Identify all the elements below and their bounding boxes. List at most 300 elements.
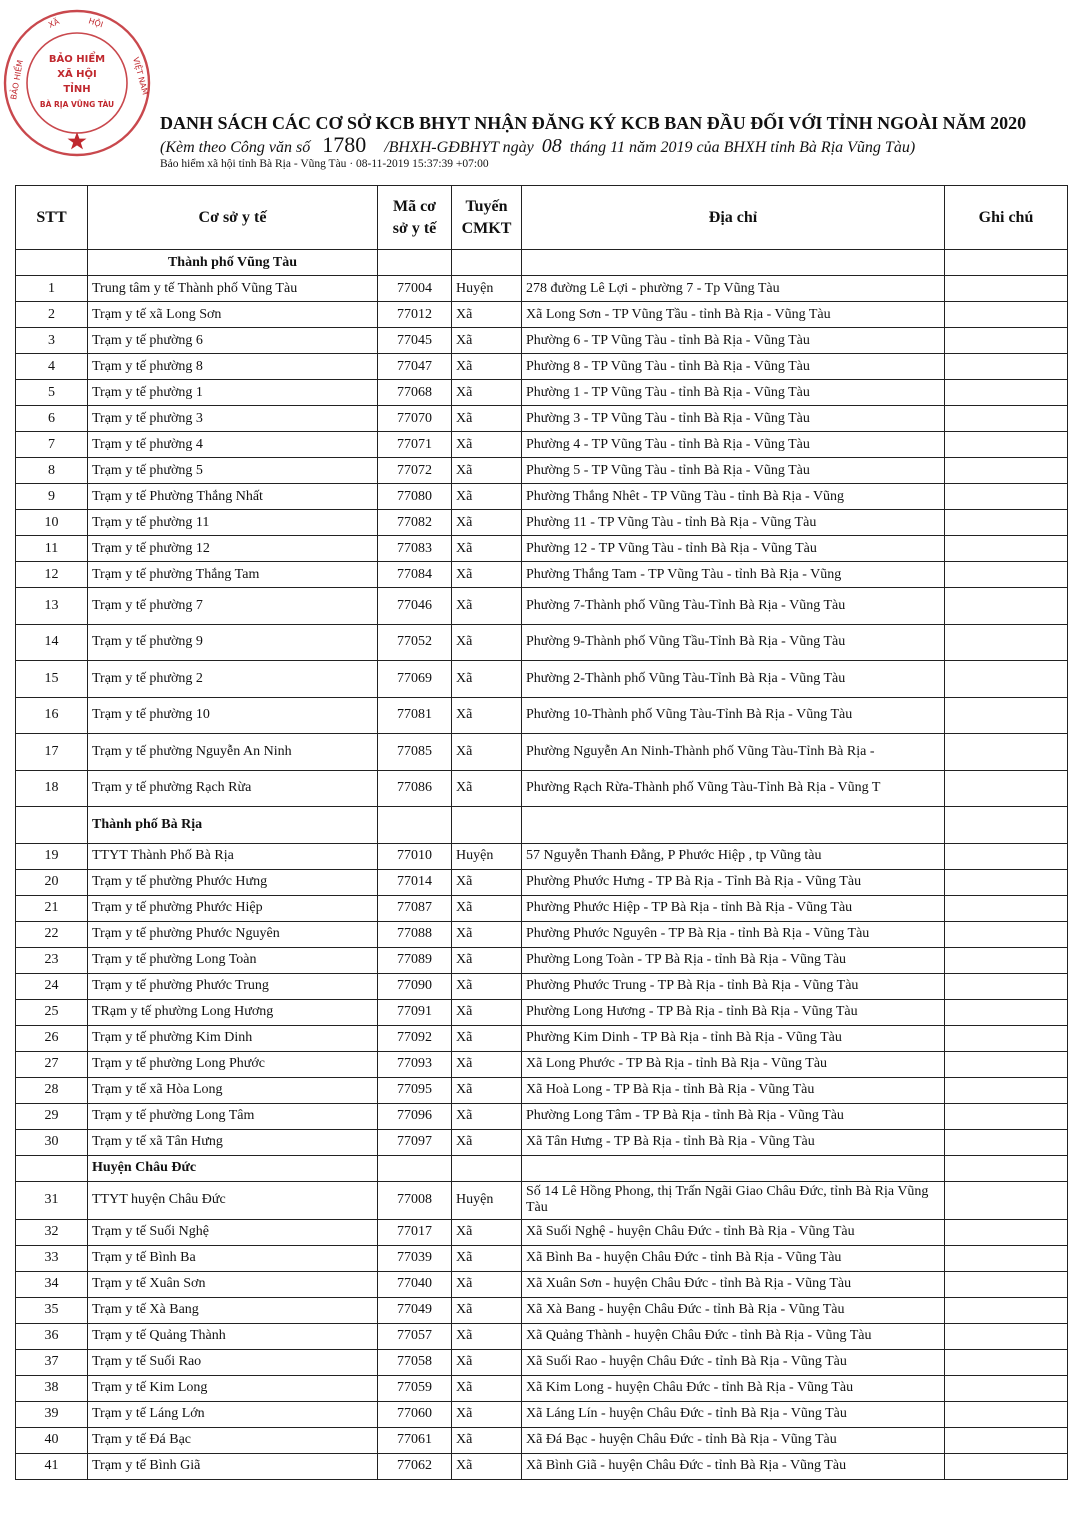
row-facility-name: Trạm y tế Phường Thắng Nhất [88,484,378,510]
row-address: Xã Tân Hưng - TP Bà Rịa - tỉnh Bà Rịa - Vũng Tàu [522,1129,945,1155]
row-facility-name: Trạm y tế phường Rạch Rừa [88,770,378,807]
row-address: Phường Long Tâm - TP Bà Rịa - tỉnh Bà Rịa - Vũng Tàu [522,1103,945,1129]
section-empty-cell [945,807,1068,844]
header-facility: Cơ sở y tế [88,186,378,250]
row-stt: 41 [16,1453,88,1479]
row-facility-code: 77012 [378,302,452,328]
row-level: Xã [452,1323,522,1349]
row-level: Xã [452,1349,522,1375]
row-level: Xã [452,484,522,510]
row-level: Xã [452,624,522,661]
section-header-row [16,807,1068,844]
table-row [16,1129,1068,1155]
section-header-row [16,250,1068,276]
row-facility-code: 77010 [378,843,452,869]
row-facility-code: 77058 [378,1349,452,1375]
row-address: Phường 4 - TP Vũng Tàu - tỉnh Bà Rịa - Vũng Tàu [522,432,945,458]
signed-at: 08-11-2019 15:37:39 +07:00 [356,158,489,170]
row-stt: 22 [16,921,88,947]
row-level: Xã [452,302,522,328]
row-note [945,1323,1068,1349]
row-facility-name: Trạm y tế Láng Lớn [88,1401,378,1427]
row-facility-code: 77069 [378,661,452,698]
section-empty-cell [522,250,945,276]
table-row [16,406,1068,432]
row-facility-code: 77049 [378,1297,452,1323]
row-address: Phường Thắng Nhêt - TP Vũng Tàu - tỉnh Bà Rịa - Vũng [522,484,945,510]
table-row [16,1401,1068,1427]
table-header-row [16,186,1068,250]
row-facility-name: Trạm y tế Xuân Sơn [88,1271,378,1297]
row-stt: 7 [16,432,88,458]
row-stt: 27 [16,1051,88,1077]
row-note [945,973,1068,999]
seal-ring-top-1: XÃ [47,17,61,30]
row-note [945,302,1068,328]
row-address: Phường 11 - TP Vũng Tàu - tỉnh Bà Rịa - Vũng Tàu [522,510,945,536]
row-note [945,562,1068,588]
table-row [16,921,1068,947]
row-note [945,354,1068,380]
row-stt: 32 [16,1219,88,1245]
row-address: Xã Láng Lín - huyện Châu Đức - tỉnh Bà Rịa - Vũng Tàu [522,1401,945,1427]
table-row [16,328,1068,354]
row-note [945,1349,1068,1375]
row-address: Xã Quảng Thành - huyện Châu Đức - tỉnh Bà Rịa - Vũng Tàu [522,1323,945,1349]
table-row [16,1051,1068,1077]
subtitle-mid: /BHXH-GĐBHYT ngày [384,139,534,156]
row-stt: 4 [16,354,88,380]
table-row [16,624,1068,661]
row-address: Phường Phước Nguyên - TP Bà Rịa - tỉnh Bà Rịa - Vũng Tàu [522,921,945,947]
row-note [945,869,1068,895]
table-row [16,510,1068,536]
seal-ring-left: BẢO HIỂM [9,59,25,101]
row-facility-code: 77004 [378,276,452,302]
row-facility-name: Trạm y tế phường Phước Trung [88,973,378,999]
row-facility-name: TRạm y tế phường Long Hương [88,999,378,1025]
row-note [945,1401,1068,1427]
row-facility-name: Trạm y tế phường Kim Dinh [88,1025,378,1051]
row-facility-name: Trạm y tế phường 2 [88,661,378,698]
row-stt: 3 [16,328,88,354]
row-level: Xã [452,1025,522,1051]
row-address: Phường 1 - TP Vũng Tàu - tỉnh Bà Rịa - Vũng Tàu [522,380,945,406]
row-facility-name: TTYT Thành Phố Bà Rịa [88,843,378,869]
row-address: Phường Phước Trung - TP Bà Rịa - tỉnh Bà Rịa - Vũng Tàu [522,973,945,999]
row-note [945,1181,1068,1219]
row-level: Huyện [452,843,522,869]
row-stt: 6 [16,406,88,432]
row-level: Xã [452,999,522,1025]
row-note [945,624,1068,661]
row-facility-code: 77095 [378,1077,452,1103]
row-facility-name: Trạm y tế phường 5 [88,458,378,484]
row-facility-name: Trạm y tế phường 8 [88,354,378,380]
row-stt: 28 [16,1077,88,1103]
row-facility-code: 77087 [378,895,452,921]
row-stt: 9 [16,484,88,510]
row-stt: 24 [16,973,88,999]
official-seal-icon [2,8,152,158]
row-note [945,734,1068,771]
row-level: Xã [452,770,522,807]
row-address: 278 đường Lê Lợi - phường 7 - Tp Vũng Tàu [522,276,945,302]
row-facility-code: 77057 [378,1323,452,1349]
header-code-line1: Mã cơ [392,197,437,215]
table-row [16,380,1068,406]
row-facility-code: 77060 [378,1401,452,1427]
table-row [16,458,1068,484]
table-row [16,895,1068,921]
row-address: Phường 9-Thành phố Vũng Tầu-Tỉnh Bà Rịa - Vũng Tàu [522,624,945,661]
row-facility-code: 77068 [378,380,452,406]
row-facility-code: 77083 [378,536,452,562]
table-row [16,1375,1068,1401]
row-level: Xã [452,458,522,484]
row-facility-name: Trạm y tế Bình Ba [88,1245,378,1271]
row-facility-name: TTYT huyện Châu Đức [88,1181,378,1219]
row-facility-code: 77092 [378,1025,452,1051]
table-row [16,588,1068,625]
row-stt: 30 [16,1129,88,1155]
row-note [945,406,1068,432]
row-address: Xã Bình Ba - huyện Châu Đức - tỉnh Bà Rịa - Vũng Tàu [522,1245,945,1271]
section-empty-cell [945,1155,1068,1181]
row-address: Phường Long Toàn - TP Bà Rịa - tỉnh Bà Rịa - Vũng Tàu [522,947,945,973]
table-row [16,1077,1068,1103]
row-stt: 21 [16,895,88,921]
row-facility-name: Trạm y tế Xà Bang [88,1297,378,1323]
header-code-line2: sở y tế [392,219,437,237]
row-facility-code: 77014 [378,869,452,895]
row-note [945,510,1068,536]
row-facility-name: Trạm y tế phường 7 [88,588,378,625]
header-level [452,186,522,250]
row-address: Phường 7-Thành phố Vũng Tàu-Tỉnh Bà Rịa - Vũng Tàu [522,588,945,625]
row-facility-name: Trạm y tế phường 6 [88,328,378,354]
row-address: Phường 5 - TP Vũng Tàu - tỉnh Bà Rịa - Vũng Tàu [522,458,945,484]
table-row [16,1453,1068,1479]
row-facility-name: Trung tâm y tế Thành phố Vũng Tàu [88,276,378,302]
row-address: Phường 6 - TP Vũng Tàu - tỉnh Bà Rịa - Vũng Tàu [522,328,945,354]
section-stt-cell [16,1155,88,1181]
table-row [16,1245,1068,1271]
row-facility-name: Trạm y tế xã Hòa Long [88,1077,378,1103]
table-row [16,562,1068,588]
row-stt: 40 [16,1427,88,1453]
row-address: Xã Suối Rao - huyện Châu Đức - tỉnh Bà Rịa - Vũng Tàu [522,1349,945,1375]
row-level: Xã [452,1453,522,1479]
row-address: Phường Long Hương - TP Bà Rịa - tỉnh Bà Rịa - Vũng Tàu [522,999,945,1025]
row-facility-code: 77061 [378,1427,452,1453]
row-facility-name: Trạm y tế phường Long Tâm [88,1103,378,1129]
row-note [945,432,1068,458]
row-stt: 25 [16,999,88,1025]
row-address: Phường Nguyễn An Ninh-Thành phố Vũng Tàu-Tỉnh Bà Rịa - [522,734,945,771]
row-stt: 14 [16,624,88,661]
row-facility-name: Trạm y tế xã Long Sơn [88,302,378,328]
row-level: Xã [452,661,522,698]
row-facility-code: 77081 [378,697,452,734]
row-note [945,1453,1068,1479]
row-level: Xã [452,406,522,432]
table-row [16,484,1068,510]
row-stt: 11 [16,536,88,562]
row-level: Xã [452,1103,522,1129]
seal-line-2: XÃ HỘI [57,69,97,80]
section-empty-cell [452,250,522,276]
row-facility-name: Trạm y tế phường 11 [88,510,378,536]
table-row [16,947,1068,973]
row-stt: 34 [16,1271,88,1297]
row-address: 57 Nguyễn Thanh Đằng, P Phước Hiệp , tp Vũng tàu [522,843,945,869]
row-facility-name: Trạm y tế phường Phước Nguyên [88,921,378,947]
section-stt-cell [16,807,88,844]
row-stt: 13 [16,588,88,625]
row-level: Xã [452,1051,522,1077]
row-level: Xã [452,921,522,947]
row-address: Phường Phước Hưng - TP Bà Rịa - Tỉnh Bà Rịa - Vũng Tàu [522,869,945,895]
row-stt: 5 [16,380,88,406]
document-title: DANH SÁCH CÁC CƠ SỞ KCB BHYT NHẬN ĐĂNG KÝ KCB BAN ĐẦU ĐỐI VỚI TỈNH NGOÀI NĂM 2020 [160,113,1027,133]
header-level-line1: Tuyến [465,197,508,215]
row-address: Xã Suối Nghệ - huyện Châu Đức - tỉnh Bà Rịa - Vũng Tàu [522,1219,945,1245]
row-facility-name: Trạm y tế Suối Rao [88,1349,378,1375]
row-facility-name: Trạm y tế phường Nguyễn An Ninh [88,734,378,771]
row-facility-code: 77090 [378,973,452,999]
row-facility-code: 77088 [378,921,452,947]
table-row [16,1025,1068,1051]
row-stt: 29 [16,1103,88,1129]
row-stt: 12 [16,562,88,588]
row-level: Xã [452,1427,522,1453]
row-facility-code: 77080 [378,484,452,510]
row-address: Số 14 Lê Hồng Phong, thị Trấn Ngãi Giao Châu Đức, tỉnh Bà Rịa Vũng Tàu [522,1181,945,1219]
row-facility-code: 77070 [378,406,452,432]
row-facility-code: 77008 [378,1181,452,1219]
section-empty-cell [522,807,945,844]
row-stt: 36 [16,1323,88,1349]
table-row [16,999,1068,1025]
row-facility-code: 77089 [378,947,452,973]
table-row [16,432,1068,458]
row-level: Xã [452,947,522,973]
document-day: 08 [541,135,562,157]
row-note [945,661,1068,698]
seal-ring-right: VIỆT NAM [131,56,150,96]
row-level: Xã [452,973,522,999]
row-level: Xã [452,895,522,921]
row-note [945,947,1068,973]
row-stt: 17 [16,734,88,771]
row-facility-name: Trạm y tế phường Phước Hưng [88,869,378,895]
section-empty-cell [452,1155,522,1181]
row-level: Xã [452,734,522,771]
section-header-row [16,1155,1068,1181]
header-stt: STT [16,186,88,250]
row-level: Xã [452,1401,522,1427]
seal-ring-top-2: HỘI [87,16,105,30]
row-note [945,1077,1068,1103]
table-row [16,1297,1068,1323]
row-stt: 35 [16,1297,88,1323]
table-row [16,1323,1068,1349]
row-note [945,458,1068,484]
row-note [945,1025,1068,1051]
row-note [945,1245,1068,1271]
row-stt: 19 [16,843,88,869]
subtitle-prefix: (Kèm theo Công văn số [160,139,311,156]
row-facility-code: 77086 [378,770,452,807]
row-level: Xã [452,1077,522,1103]
row-note [945,536,1068,562]
table-row [16,1103,1068,1129]
row-stt: 26 [16,1025,88,1051]
table-row [16,734,1068,771]
row-facility-code: 77093 [378,1051,452,1077]
row-facility-name: Trạm y tế phường 10 [88,697,378,734]
row-level: Xã [452,510,522,536]
row-facility-code: 77046 [378,588,452,625]
row-facility-code: 77082 [378,510,452,536]
row-stt: 18 [16,770,88,807]
row-facility-code: 77047 [378,354,452,380]
row-facility-name: Trạm y tế phường 4 [88,432,378,458]
facility-table [15,185,1068,1480]
row-address: Xã Bình Giã - huyện Châu Đức - tỉnh Bà Rịa - Vũng Tàu [522,1453,945,1479]
row-level: Xã [452,432,522,458]
row-note [945,588,1068,625]
row-note [945,1375,1068,1401]
row-facility-name: Trạm y tế phường 9 [88,624,378,661]
row-stt: 8 [16,458,88,484]
section-name: Huyện Châu Đức [88,1155,378,1181]
row-address: Phường 2-Thành phố Vũng Tàu-Tỉnh Bà Rịa - Vũng Tàu [522,661,945,698]
row-facility-code: 77071 [378,432,452,458]
table-row [16,697,1068,734]
subtitle-suffix: tháng 11 năm 2019 của BHXH tỉnh Bà Rịa Vũng Tàu) [569,139,916,156]
table-row [16,661,1068,698]
row-facility-name: Trạm y tế phường 12 [88,536,378,562]
row-level: Xã [452,562,522,588]
row-note [945,1271,1068,1297]
header-note: Ghi chú [945,186,1068,250]
row-facility-name: Trạm y tế phường 1 [88,380,378,406]
row-address: Xã Hoà Long - TP Bà Rịa - tỉnh Bà Rịa - Vũng Tàu [522,1077,945,1103]
row-address: Phường 12 - TP Vũng Tàu - tỉnh Bà Rịa - Vũng Tàu [522,536,945,562]
row-facility-name: Trạm y tế phường 3 [88,406,378,432]
row-facility-code: 77045 [378,328,452,354]
row-note [945,328,1068,354]
row-address: Xã Đá Bạc - huyện Châu Đức - tỉnh Bà Rịa - Vũng Tàu [522,1427,945,1453]
row-note [945,843,1068,869]
section-empty-cell [945,250,1068,276]
digital-signature: Bảo hiểm xã hội tỉnh Bà Rịa - Vũng Tàu · 08-11-2019 15:37:39 +07:00 [160,158,489,170]
row-stt: 38 [16,1375,88,1401]
row-facility-code: 77017 [378,1219,452,1245]
row-level: Xã [452,1219,522,1245]
row-facility-code: 77097 [378,1129,452,1155]
row-facility-name: Trạm y tế phường Phước Hiệp [88,895,378,921]
row-note [945,1051,1068,1077]
table-row [16,1427,1068,1453]
row-level: Xã [452,1129,522,1155]
row-facility-code: 77062 [378,1453,452,1479]
table-row [16,276,1068,302]
facility-table-body [16,250,1068,1480]
row-facility-code: 77040 [378,1271,452,1297]
row-note [945,697,1068,734]
signer-name: Bảo hiểm xã hội tỉnh Bà Rịa - Vũng Tàu [160,158,347,170]
seal-star-icon [68,132,87,149]
row-note [945,1219,1068,1245]
row-level: Xã [452,588,522,625]
row-facility-code: 77072 [378,458,452,484]
row-note [945,484,1068,510]
row-facility-name: Trạm y tế phường Thắng Tam [88,562,378,588]
row-address: Phường Thắng Tam - TP Vũng Tàu - tỉnh Bà Rịa - Vũng [522,562,945,588]
table-row [16,1219,1068,1245]
table-row [16,973,1068,999]
row-address: Phường Kim Dinh - TP Bà Rịa - tỉnh Bà Rịa - Vũng Tàu [522,1025,945,1051]
row-level: Xã [452,536,522,562]
row-note [945,1129,1068,1155]
row-facility-name: Trạm y tế Bình Giã [88,1453,378,1479]
row-address: Phường 8 - TP Vũng Tàu - tỉnh Bà Rịa - Vũng Tàu [522,354,945,380]
row-stt: 20 [16,869,88,895]
row-stt: 33 [16,1245,88,1271]
row-note [945,1103,1068,1129]
row-level: Xã [452,1375,522,1401]
row-facility-code: 77085 [378,734,452,771]
row-facility-name: Trạm y tế Đá Bạc [88,1427,378,1453]
header-level-line2: CMKT [461,219,512,237]
row-address: Xã Xà Bang - huyện Châu Đức - tỉnh Bà Rịa - Vũng Tàu [522,1297,945,1323]
section-name: Thành phố Vũng Tàu [88,250,378,276]
row-facility-name: Trạm y tế Quảng Thành [88,1323,378,1349]
row-facility-code: 77091 [378,999,452,1025]
table-row [16,536,1068,562]
row-address: Phường 3 - TP Vũng Tàu - tỉnh Bà Rịa - Vũng Tàu [522,406,945,432]
table-row [16,1181,1068,1219]
row-address: Phường Rạch Rừa-Thành phố Vũng Tàu-Tỉnh Bà Rịa - Vũng T [522,770,945,807]
row-level: Xã [452,354,522,380]
row-level: Xã [452,328,522,354]
row-address: Xã Long Sơn - TP Vũng Tầu - tỉnh Bà Rịa - Vũng Tàu [522,302,945,328]
row-stt: 37 [16,1349,88,1375]
row-facility-code: 77039 [378,1245,452,1271]
row-address: Xã Xuân Sơn - huyện Châu Đức - tỉnh Bà Rịa - Vũng Tàu [522,1271,945,1297]
row-facility-name: Trạm y tế Kim Long [88,1375,378,1401]
seal-line-1: BẢO HIỂM [48,54,106,65]
header-address: Địa chỉ [522,186,945,250]
row-level: Huyện [452,276,522,302]
table-row [16,354,1068,380]
seal-line-3: TỈNH [63,84,91,95]
table-row [16,770,1068,807]
row-facility-code: 77096 [378,1103,452,1129]
section-empty-cell [378,807,452,844]
row-facility-name: Trạm y tế phường Long Phước [88,1051,378,1077]
row-note [945,1427,1068,1453]
row-level: Xã [452,1271,522,1297]
row-level: Huyện [452,1181,522,1219]
row-note [945,770,1068,807]
row-stt: 1 [16,276,88,302]
row-facility-name: Trạm y tế Suối Nghệ [88,1219,378,1245]
row-facility-code: 77059 [378,1375,452,1401]
